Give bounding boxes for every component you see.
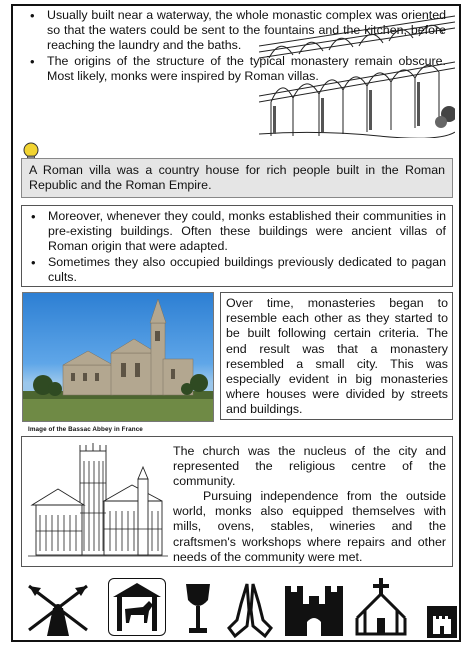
section-small-city bbox=[220, 292, 453, 420]
photo-caption: Image of the Bassac Abbey in France bbox=[28, 426, 143, 433]
icon-row bbox=[13, 576, 459, 640]
stable-horse-icon bbox=[109, 579, 165, 635]
cathedral-illustration bbox=[28, 443, 168, 563]
praying-hands-icon bbox=[227, 580, 273, 638]
section-church bbox=[21, 436, 453, 567]
definition-callout: A Roman villa was a country house for rich people built in the Roman Republic and the Roman Empire. bbox=[21, 158, 453, 198]
castle-icon bbox=[283, 582, 345, 636]
stable-icon-tile[interactable] bbox=[108, 578, 166, 636]
bassac-abbey-photo bbox=[22, 292, 214, 422]
church-icon bbox=[353, 578, 409, 636]
bullet-list-2 bbox=[22, 209, 446, 285]
castle-badge bbox=[427, 606, 457, 638]
paragraph-independence: Pursuing independence from the outside world, monks also equipped themselves with mills, ovens, stables, wineries and the craftsmen's workshops where repairs and other needs of the community were met. bbox=[173, 489, 446, 564]
castle-badge-icon bbox=[427, 606, 457, 638]
paragraph-church: The church was the nucleus of the city and represented the religious centre of the community. bbox=[173, 444, 446, 489]
section-waterway bbox=[21, 6, 453, 152]
windmill-icon bbox=[25, 582, 91, 636]
list-item: • Usually built near a waterway, the whole monastic complex was oriented so that the waters could be sent to the fountains and the kitchen, before reaching the laundry and the baths. bbox=[21, 8, 446, 54]
list-item: • Sometimes they also occupied buildings previously dedicated to pagan cults. bbox=[22, 255, 446, 285]
paragraph: Over time, monasteries began to resemble each other as they started to be built following certain criteria. The end result was that a monastery resembled a small city. This was especially evident in big monasteries where houses were divided by streets and buildings. bbox=[226, 296, 448, 417]
list-item: • Moreover, whenever they could, monks established their communities in pre-existing buildings. Often these buildings were ancient villas of Roman origin that were adapted. bbox=[22, 209, 446, 255]
bullet-list-1 bbox=[21, 8, 446, 84]
list-item: • The origins of the structure of the typical monastery remain obscure. Most likely, monks were inspired by Roman villas. bbox=[21, 54, 446, 84]
section-existing-buildings bbox=[21, 205, 453, 287]
chalice-icon bbox=[183, 582, 213, 636]
